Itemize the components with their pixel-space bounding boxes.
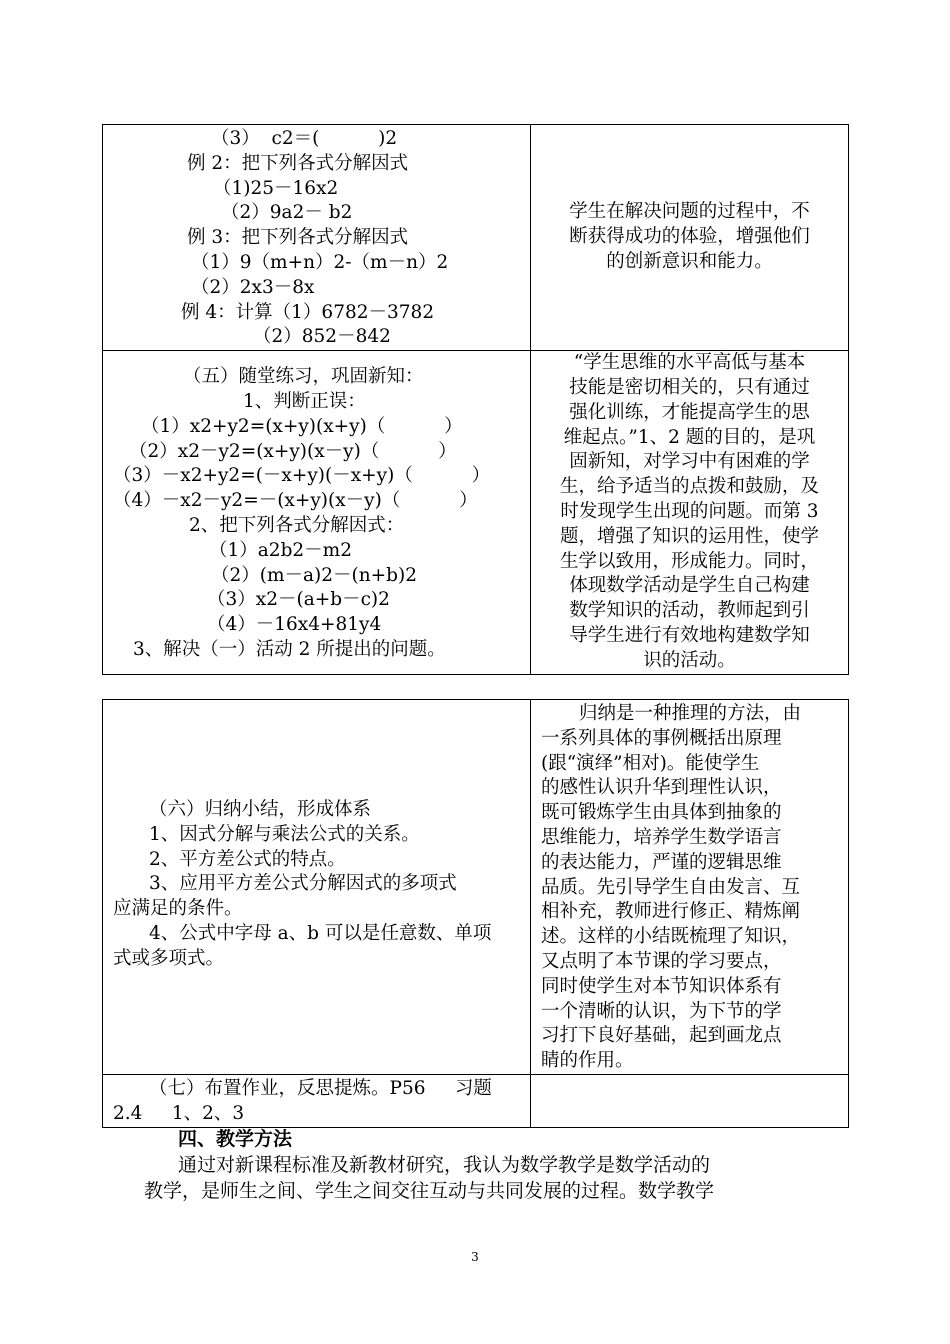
paragraph-line: 教学，是师生之间、学生之间交往互动与共同发展的过程。数学教学 [144,1180,715,1202]
text-line: 技能是密切相关的，只有通过 [569,376,810,398]
text-line: 思维能力，培养学生数学语言 [541,826,782,848]
text-line: （1）9（m+n）2-（m－n）2 [191,251,449,273]
lesson-table-1 [102,124,849,675]
text-line: （1）x2+y2=(x+y)(x+y)（ ） [141,415,463,437]
text-line: 生，给予适当的点拨和鼓励，及 [559,476,819,498]
lesson-table-2 [102,699,849,1128]
examples-cell [103,125,531,351]
text-line: 又点明了本节课的学习要点， [541,950,782,972]
text-line: （2）(m－a)2－(n+b)2 [211,564,418,586]
text-line: 导学生进行有效地构建数学知 [569,624,810,646]
text-line: （五）随堂练习，巩固新知： [183,366,424,388]
text-line: 一个清晰的认识，为下节的学 [541,1000,782,1022]
rationale-cell [531,700,849,1075]
page-number: 3 [471,1250,479,1264]
text-line: 识的活动。 [643,649,736,671]
text-line: 2、平方差公式的特点。 [149,848,346,870]
summary-cell [103,700,531,1075]
text-line: 数学知识的活动，教师起到引 [569,600,810,622]
text-line: 的创新意识和能力。 [606,250,773,272]
text-line: 应满足的条件。 [113,898,243,920]
text-line: 2、把下列各式分解因式： [189,514,405,536]
text-line: 的感性认识升华到理性认识， [541,777,782,799]
rationale-cell [531,351,849,674]
table-row [103,1074,849,1127]
text-line: 例 2：把下列各式分解因式 [187,152,409,174]
table-row [103,125,849,351]
text-line: （3）x2－(a+b－c)2 [207,589,390,611]
text-line: 式或多项式。 [113,947,225,969]
text-line: （2）x2－y2=(x+y)(x－y)（ ） [129,440,457,462]
text-line: 强化训练，才能提高学生的思 [569,401,810,423]
text-line: 断获得成功的体验，增强他们 [569,225,810,247]
text-line: 1、判断正误： [243,390,366,412]
text-line: 3、应用平方差公式分解因式的多项式 [149,873,457,895]
text-line: （2）9a2－ b2 [221,202,353,224]
text-line: 时发现学生出现的问题。而第 3 [560,500,819,522]
text-line: 相补充，教师进行修正、精炼阐 [541,901,801,923]
text-line: 一系列具体的事例概括出原理 [541,727,782,749]
paragraph-line: 通过对新课程标准及新教材研究，我认为数学教学是数学活动的 [178,1154,711,1176]
text-line: 维起点。”1、2 题的目的，是巩 [563,426,816,448]
text-line: （1)25－16x2 [213,177,339,199]
practice-cell [103,351,531,674]
table-row [103,351,849,674]
table-row [103,700,849,1075]
homework-cell [103,1074,531,1127]
text-line: （3）－x2+y2=(－x+y)(－x+y)（ ） [113,465,491,487]
text-line: 4、公式中字母 a、b 可以是任意数、单项 [149,922,492,944]
text-line: （2）852－842 [253,326,391,348]
text-line: （4）－x2－y2=－(x+y)(x－y)（ ） [113,490,478,512]
text-line: 述。这样的小结既梳理了知识， [541,926,801,948]
text-line: 同时使学生对本节知识体系有 [541,975,782,997]
text-line: 体现数学活动是学生自己构建 [569,575,810,597]
rationale-cell [531,125,849,351]
text-line: 1、因式分解与乘法公式的关系。 [149,823,420,845]
text-line: 固新知，对学习中有困难的学 [569,451,810,473]
text-line: 的表达能力，严谨的逻辑思维 [541,851,782,873]
text-line: （2）2x3－8x [191,276,315,298]
text-line: 生学以致用，形成能力。同时， [559,550,819,572]
text-line: （3） c2＝( )2 [211,128,398,149]
text-line: 例 4：计算（1）6782－3782 [181,301,435,323]
text-line: 归纳是一种推理的方法，由 [579,703,802,724]
text-line: 2.4 1、2、3 [113,1102,245,1124]
text-line: 既可锻炼学生由具体到抽象的 [541,802,782,824]
empty-cell [531,1074,849,1127]
text-line: “学生思维的水平高低与基本 [573,352,806,374]
text-line: （4）－16x4+81y4 [207,614,382,636]
text-line: (跟“演绎”相对)。能使学生 [541,752,760,774]
text-line: （七）布置作业，反思提炼。P56 习题 [149,1077,492,1099]
text-line: 学生在解决问题的过程中，不 [569,201,810,222]
text-line: （六）归纳小结，形成体系 [149,799,372,820]
text-line: 例 3：把下列各式分解因式 [187,227,409,249]
text-line: 品质。先引导学生自由发言、互 [541,876,801,898]
text-line: 3、解决（一）活动 2 所提出的问题。 [133,638,446,660]
section-heading: 四、教学方法 [178,1128,293,1150]
text-line: （1）a2b2－m2 [209,539,352,561]
text-line: 习打下良好基础，起到画龙点 [541,1025,782,1047]
text-line: 睛的作用。 [541,1050,634,1072]
text-line: 题，增强了知识的运用性，使学 [559,525,819,547]
